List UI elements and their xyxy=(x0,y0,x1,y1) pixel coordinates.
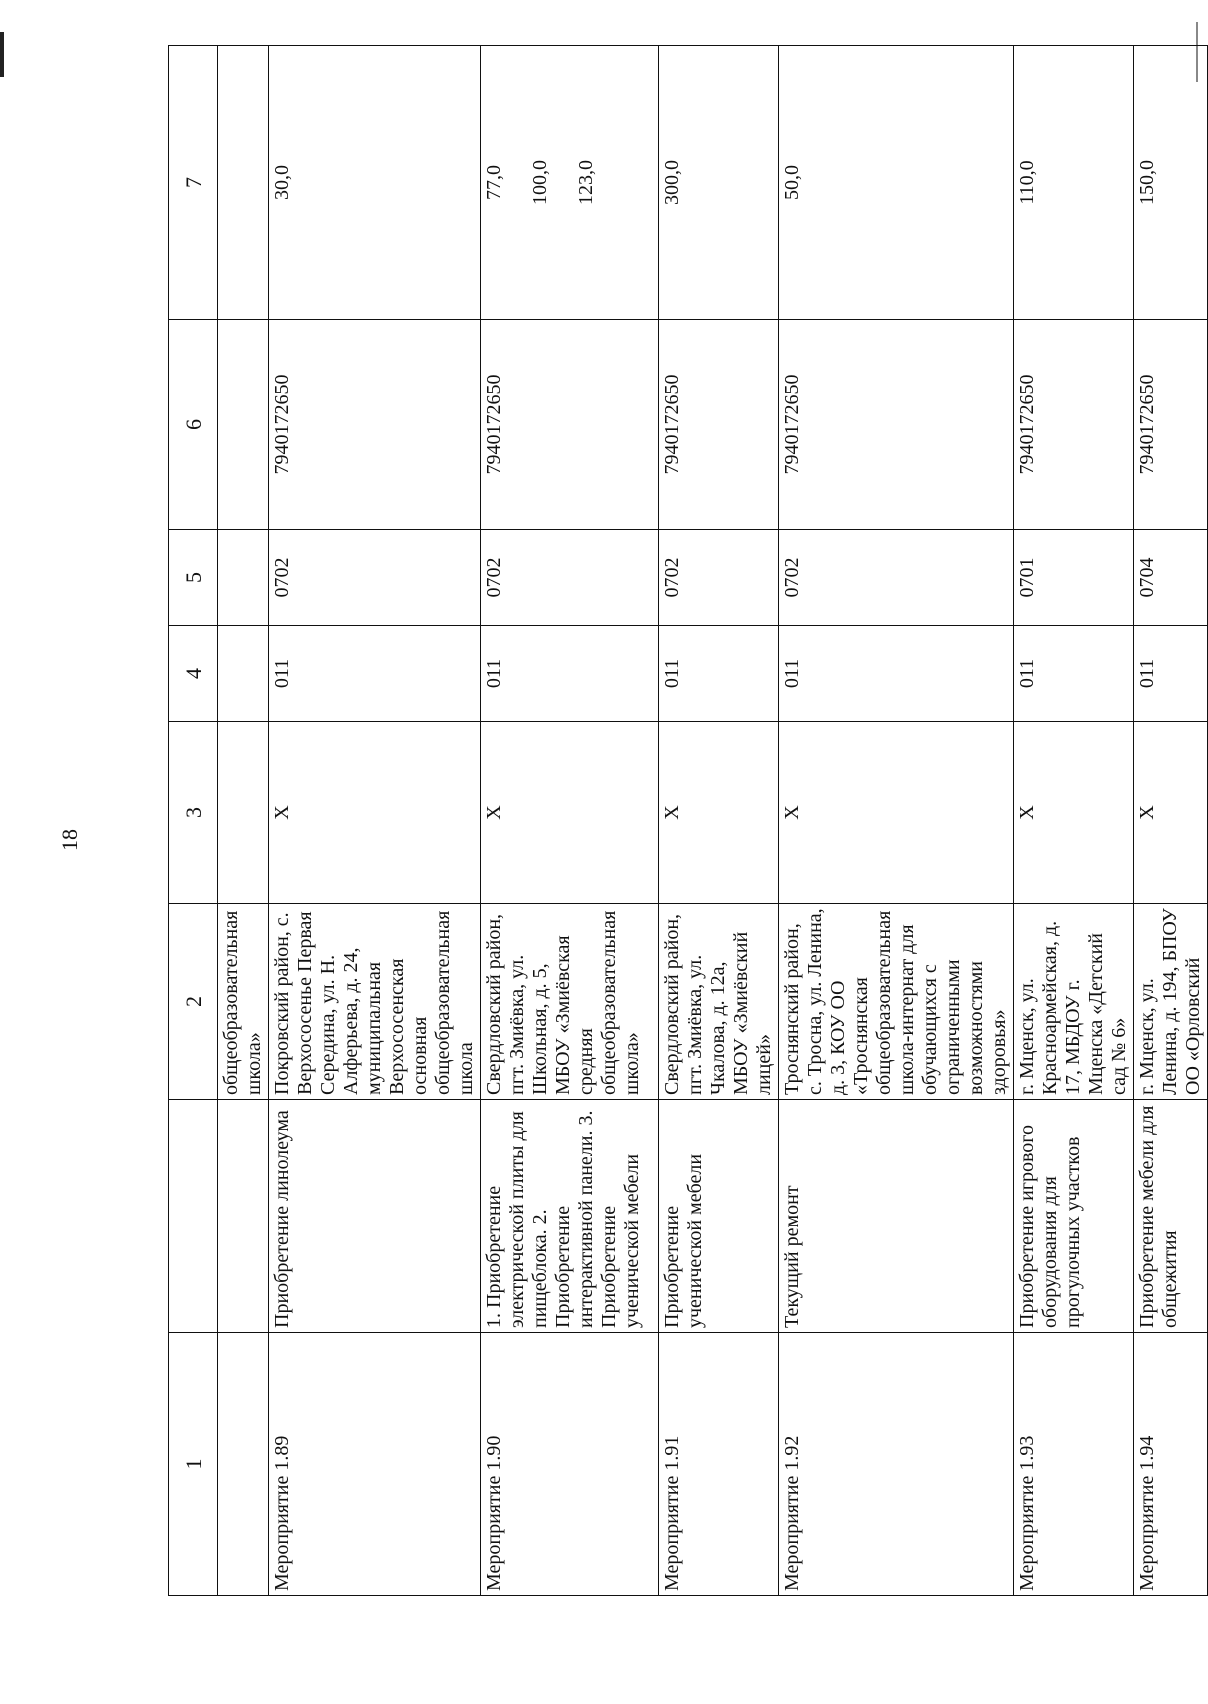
event-location: Свердловский район, пгт. Змиёвка, ул. Чкалова, д. 12а, МБОУ «Змиёвский лицей» xyxy=(659,904,779,1100)
table-row xyxy=(659,46,779,1596)
rotated-table xyxy=(168,46,1204,1596)
table-row xyxy=(1014,46,1134,1596)
header-cell-6: 6 xyxy=(169,320,218,530)
section-code-cell: 0701 xyxy=(1014,530,1134,626)
mark-cell: X xyxy=(779,722,1014,904)
section-code-cell: 0704 xyxy=(1134,530,1208,626)
code-cell: 011 xyxy=(659,626,779,722)
event-location: г. Мценск, ул. Красноармейская, д. 17, МБДОУ г. Мценска «Детский сад № 6» xyxy=(1014,904,1134,1100)
event-description: Приобретение мебели для общежития xyxy=(1134,1100,1208,1333)
header-cell-3: 3 xyxy=(169,722,218,904)
event-id: Мероприятие 1.93 xyxy=(1014,1333,1134,1596)
event-description: Приобретение игрового оборудования для прогулочных участков xyxy=(1014,1100,1134,1333)
amount-cell: 150,0 xyxy=(1134,46,1208,320)
table-row xyxy=(481,46,659,1596)
event-description: Приобретение ученической мебели xyxy=(659,1100,779,1333)
event-description: Текущий ремонт xyxy=(779,1100,1014,1333)
event-location: г. Мценск, ул. Ленина, д. 194, БПОУ ОО «Орловский xyxy=(1134,904,1208,1100)
mark-cell: X xyxy=(481,722,659,904)
header-row xyxy=(169,46,218,1596)
amount-cell: 50,0 xyxy=(779,46,1014,320)
code-cell: 011 xyxy=(481,626,659,722)
code-cell: 011 xyxy=(1134,626,1208,722)
event-description: Приобретение линолеума xyxy=(269,1100,481,1333)
header-cell-5: 5 xyxy=(169,530,218,626)
table-row xyxy=(1134,46,1208,1596)
event-id: Мероприятие 1.92 xyxy=(779,1333,1014,1596)
section-code-cell: 0702 xyxy=(269,530,481,626)
target-code-cell: 7940172650 xyxy=(1134,320,1208,530)
header-cell-1b xyxy=(169,1100,218,1333)
target-code-cell: 7940172650 xyxy=(659,320,779,530)
event-location: Троснянский район, с. Тросна, ул. Ленина, д. 3, КОУ ОО «Троснянская общеобразовательная школа-интернат для обучающихся с ограниченными возможностями здоровья» xyxy=(779,904,1014,1100)
target-code-cell: 7940172650 xyxy=(779,320,1014,530)
amount-value: 77,0 xyxy=(483,165,505,200)
table-row xyxy=(269,46,481,1596)
header-cell-4: 4 xyxy=(169,626,218,722)
section-code-cell: 0702 xyxy=(481,530,659,626)
section-code-cell: 0702 xyxy=(779,530,1014,626)
events-table xyxy=(168,45,1208,1596)
amount-value: 123,0 xyxy=(575,160,597,205)
amount-cell: 30,0 xyxy=(269,46,481,320)
event-description: 1. Приобретение электрической плиты для пищеблока. 2. Приобретение интерактивной панели. 3. Приобретение ученической мебели xyxy=(481,1100,659,1333)
table-row xyxy=(779,46,1014,1596)
amount-cell: 110,0 xyxy=(1014,46,1134,320)
amount-value: 100,0 xyxy=(529,160,551,205)
header-cell-2: 2 xyxy=(169,904,218,1100)
event-id: Мероприятие 1.90 xyxy=(481,1333,659,1596)
header-cell-1: 1 xyxy=(169,1333,218,1596)
event-id: Мероприятие 1.91 xyxy=(659,1333,779,1596)
scan-edge-mark xyxy=(0,32,4,77)
mark-cell: X xyxy=(659,722,779,904)
code-cell: 011 xyxy=(269,626,481,722)
amount-cell: 300,0 xyxy=(659,46,779,320)
event-location: Покровский район, с. Верхососенье Первая Середина, ул. Н. Алферьева, д. 24, муниципальная Верхососенская основная общеобразовательная школа xyxy=(269,904,481,1100)
target-code-cell: 7940172650 xyxy=(269,320,481,530)
target-code-cell: 7940172650 xyxy=(1014,320,1134,530)
event-id: Мероприятие 1.89 xyxy=(269,1333,481,1596)
mark-cell: X xyxy=(269,722,481,904)
event-id: Мероприятие 1.94 xyxy=(1134,1333,1208,1596)
section-code-cell: 0702 xyxy=(659,530,779,626)
continuation-row xyxy=(218,46,269,1596)
mark-cell: X xyxy=(1014,722,1134,904)
code-cell: 011 xyxy=(1014,626,1134,722)
continuation-text: общеобразовательная школа» xyxy=(218,904,269,1100)
code-cell: 011 xyxy=(779,626,1014,722)
event-location: Свердловский район, пгт. Змиёвка, ул. Школьная, д. 5, МБОУ «Змиёвская средняя общеобразовательная школа» xyxy=(481,904,659,1100)
amount-cell xyxy=(481,46,659,320)
target-code-cell: 7940172650 xyxy=(481,320,659,530)
table-container xyxy=(168,46,1204,1596)
header-cell-7: 7 xyxy=(169,46,218,320)
page-number: 18 xyxy=(57,829,82,851)
mark-cell: X xyxy=(1134,722,1208,904)
